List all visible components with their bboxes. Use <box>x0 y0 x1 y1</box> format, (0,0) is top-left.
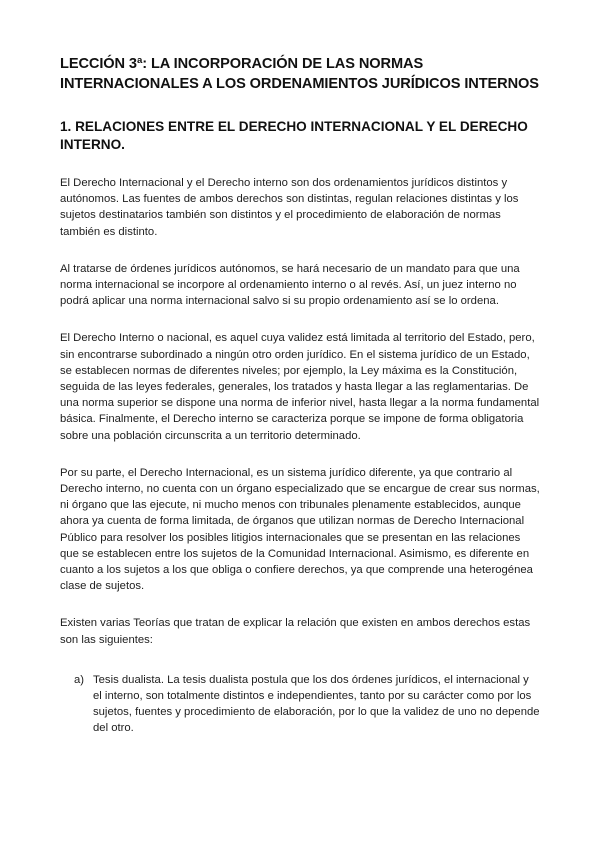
paragraph-3: El Derecho Interno o nacional, es aquel cuya validez está limitada al territorio del Estado, pero, sin encontrarse subordinado a ningún otro orden jurídico. En el sistema jurídico de un Estado, se establecen normas de diferentes niveles; por ejemplo, la Ley máxima es la Constitución, seguida de las leyes federales, generales, los tratados y hasta llegar a las reglamentarias. De una norma superior se dispone una norma de inferior nivel, hasta llegar a la norma fundamental básica. Finalmente, el Derecho interno se caracteriza porque se impone de forma obligatoria sobre una población circunscrita a un territorio determinado. <box>60 332 540 442</box>
theories-list <box>60 672 540 737</box>
paragraph-1: El Derecho Internacional y el Derecho interno son dos ordenamientos jurídicos distintos y autónomos. Las fuentes de ambos derechos son distintas, regulan relaciones distintas y los sujetos destinatarios también son distintos y el procedimiento de elaboración de normas también es distinto. <box>60 177 519 238</box>
paragraph-5: Existen varias Teorías que tratan de explicar la relación que existen en ambos derechos estas son las siguientes: <box>60 617 531 646</box>
list-item-text: Tesis dualista. La tesis dualista postula que los dos órdenes jurídicos, el internacional y el interno, son totalmente distintos e independientes, tanto por su carácter como por los sujetos, fuentes y procedimiento de elaboración, por lo que la validez de uno no depende del otro. <box>93 673 540 735</box>
paragraph-4: Por su parte, el Derecho Internacional, es un sistema jurídico diferente, ya que contrario al Derecho interno, no cuenta con un órgano especializado que se encargue de crear sus normas, ni órgano que las ejecute, ni mucho menos con tribunales plenamente establecidos, aunque ahora ya cuenta de forma limitada, de órganos que utilizan normas de Derecho Internacional Público para resolver los posibles litigios internacionales que se presentan en las relaciones que se establecen entre los sujetos de la Comunidad Internacional. Asimismo, es diferente en cuanto a los sujetos a los que obliga o confiere derechos, ya que comprende una heterogénea clase de sujetos. <box>60 466 540 593</box>
lesson-title: LECCIÓN 3ª: LA INCORPORACIÓN DE LAS NORMAS INTERNACIONALES A LOS ORDENAMIENTOS JURÍDICOS INTERNOS <box>60 56 539 92</box>
paragraph-2: Al tratarse de órdenes jurídicos autónomos, se hará necesario de un mandato para que una norma internacional se incorpore al ordenamiento interno o al revés. Así, un juez interno no podrá aplicar una norma internacional salvo si su propio ordenamiento así se lo ordena. <box>60 262 520 308</box>
list-marker: a) <box>74 673 85 686</box>
list-item <box>60 672 540 737</box>
section-heading: 1. RELACIONES ENTRE EL DERECHO INTERNACIONAL Y EL DERECHO INTERNO. <box>60 119 528 152</box>
